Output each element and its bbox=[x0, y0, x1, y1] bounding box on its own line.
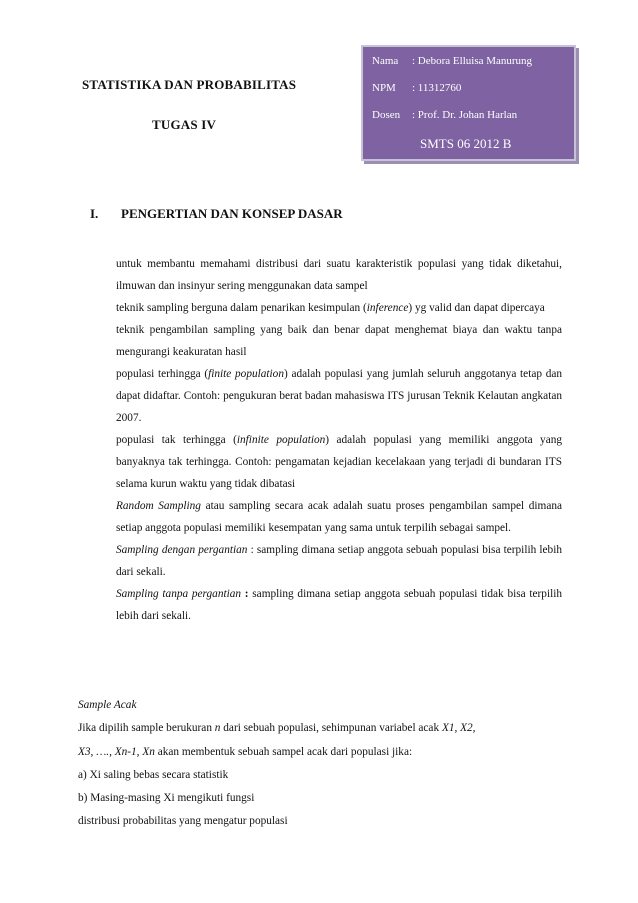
npm-row bbox=[372, 82, 461, 94]
bullet-text: teknik sampling berguna dalam penarikan kesimpulan ( bbox=[116, 302, 367, 314]
bullet-colon: : bbox=[241, 588, 249, 600]
bullet-text: sampling dimana setiap anggota sebuah populasi tidak bisa terpilih lebih dari sekali. bbox=[116, 588, 563, 622]
sample-text: akan membentuk sebuah sampel acak dari populasi jika: bbox=[154, 745, 413, 758]
sample-vars: X3, …., Xn-1, Xn bbox=[78, 745, 155, 758]
bullet-text: populasi terhingga ( bbox=[116, 368, 209, 380]
dosen-row bbox=[372, 109, 517, 121]
list-item bbox=[96, 495, 562, 539]
list-item bbox=[96, 539, 562, 583]
npm-label: NPM bbox=[372, 82, 396, 94]
sample-acak-section bbox=[78, 694, 568, 834]
list-item bbox=[96, 253, 562, 297]
dosen-label: Dosen bbox=[372, 109, 401, 121]
sample-vars: X1, X2, bbox=[441, 722, 476, 735]
class-code: SMTS 06 2012 B bbox=[420, 136, 512, 151]
document-subtitle: TUGAS IV bbox=[152, 117, 217, 132]
sample-var-n: n bbox=[214, 722, 221, 735]
bullet-term: Random Sampling bbox=[116, 500, 201, 512]
student-info-box bbox=[361, 45, 576, 161]
bullet-text: ) adalah populasi yang jumlah seluruh anggotanya tetap dan dapat didaftar. Contoh: pengukuran berat badan mahasiswa ITS jurusan Teknik Kelautan angkatan 2007. bbox=[116, 368, 563, 424]
document-title: STATISTIKA DAN PROBABILITAS bbox=[82, 77, 297, 92]
sample-item-a: a) Xi saling bebas secara statistik bbox=[78, 768, 229, 781]
name-label: Nama bbox=[372, 55, 399, 67]
section-title: PENGERTIAN DAN KONSEP DASAR bbox=[121, 206, 343, 221]
sample-paragraph bbox=[78, 717, 568, 740]
section-number: I. bbox=[90, 206, 99, 221]
name-row bbox=[372, 55, 532, 67]
list-item bbox=[96, 429, 562, 495]
npm-value: : 11312760 bbox=[412, 82, 462, 94]
list-item bbox=[96, 319, 562, 363]
sample-text: dari sebuah populasi, sehimpunan variabel acak bbox=[220, 722, 442, 735]
sample-paragraph-cont bbox=[78, 741, 568, 764]
dosen-value: : Prof. Dr. Johan Harlan bbox=[412, 109, 518, 121]
bullet-text: ) yg valid dan dapat dipercaya bbox=[408, 302, 545, 314]
bullet-term: Sampling tanpa pergantian bbox=[116, 588, 242, 600]
sample-item-b: b) Masing-masing Xi mengikuti fungsi bbox=[78, 792, 255, 805]
list-item bbox=[96, 363, 562, 429]
list-item bbox=[96, 297, 562, 319]
bullet-text: untuk membantu memahami distribusi dari suatu karakteristik populasi yang tidak diketahui, ilmuwan dan insinyur sering menggunakan data sampel bbox=[116, 258, 562, 292]
bullet-text: atau sampling secara acak adalah suatu proses pengambilan sampel dimana setiap anggota populasi memiliki kesempatan yang sama untuk terpilih sebagai sampel. bbox=[116, 500, 563, 534]
bullet-term: finite population bbox=[208, 368, 284, 380]
list-item bbox=[96, 583, 562, 627]
sample-text: Jika dipilih sample berukuran bbox=[78, 722, 215, 735]
bullet-text: teknik pengambilan sampling yang baik dan benar dapat menghemat biaya dan waktu tanpa mengurangi keakuratan hasil bbox=[116, 324, 562, 358]
bullet-term: inference bbox=[366, 302, 409, 314]
bullet-text: ) adalah populasi yang memiliki anggota yang banyaknya tak terhingga. Contoh: pengamatan kejadian kecelakaan yang terjadi di bundaran ITS selama kurun waktu yang tidak dibatasi bbox=[116, 434, 563, 490]
bullet-text: : sampling dimana setiap anggota sebuah populasi bisa terpilih lebih dari sekali. bbox=[116, 544, 562, 578]
sample-item-c: distribusi probabilitas yang mengatur populasi bbox=[78, 815, 288, 828]
name-value: : Debora Elluisa Manurung bbox=[412, 55, 533, 67]
bullet-text: populasi tak terhingga ( bbox=[116, 434, 237, 446]
bullet-term: infinite population bbox=[236, 434, 326, 446]
concept-list bbox=[96, 253, 562, 627]
sample-heading: Sample Acak bbox=[78, 699, 137, 711]
bullet-term: Sampling dengan pergantian bbox=[116, 544, 248, 556]
